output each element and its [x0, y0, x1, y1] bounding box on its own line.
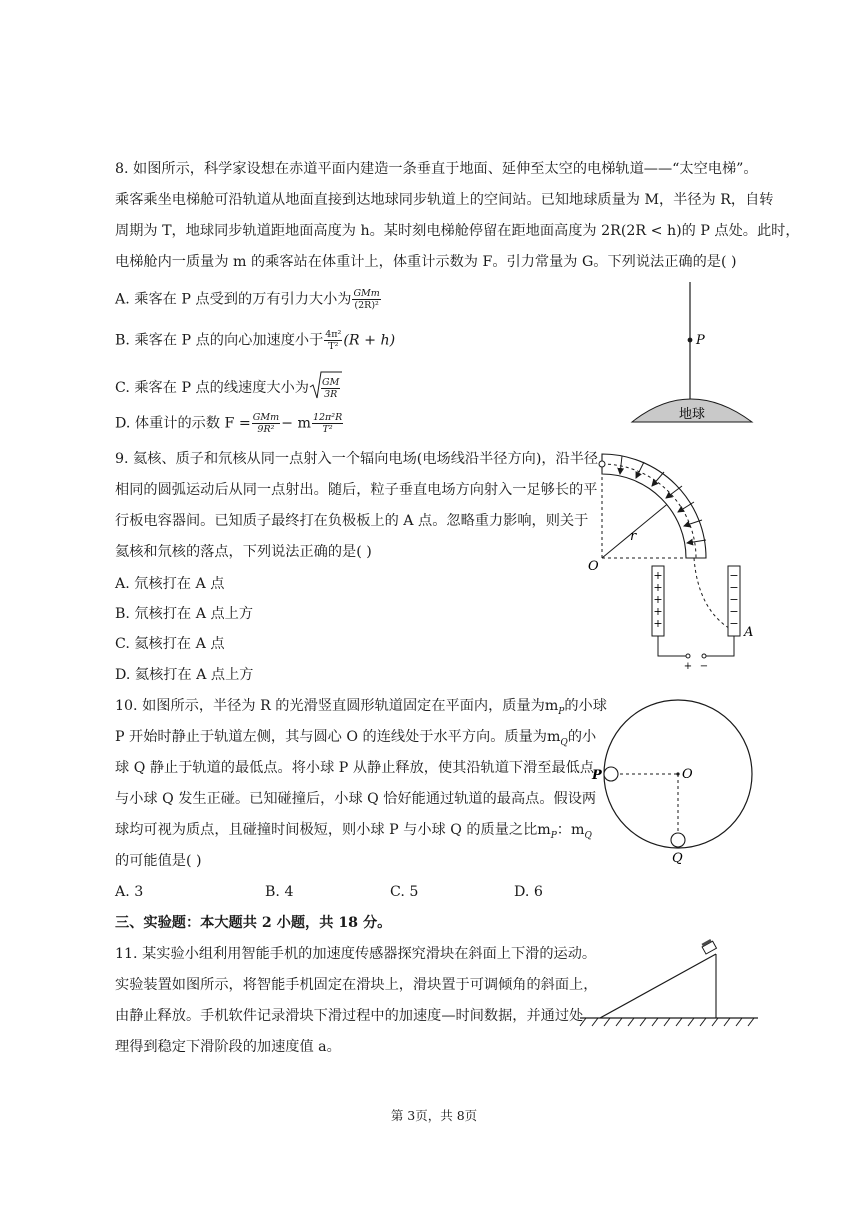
q8-space-elevator-figure: [630, 280, 762, 426]
q8-option-b: B. 乘客在 P 点的向心加速度小于 $\frac{\text{4π²}}{\text{T²}}$ (R + h): [115, 329, 396, 352]
svg-text:+: +: [653, 605, 663, 618]
svg-text:−: −: [729, 605, 739, 618]
q10-line-2: P 开始时静止于轨道左侧，其与圆心 O 的连线处于水平方向。质量为$m_Q$的小: [115, 729, 597, 748]
capacitor-trajectory: [694, 558, 732, 630]
wire-right: [706, 636, 734, 656]
terminal-negative: [702, 654, 706, 658]
slider-with-phone: [701, 939, 717, 954]
positive-signs: [653, 569, 662, 630]
svg-text:+: +: [653, 593, 663, 606]
page-footer: 第 3页，共 8页: [390, 1108, 478, 1123]
svg-text:+: +: [653, 617, 663, 630]
q9-line-1: 9. 氦核、质子和氘核从同一点射入一个辐向电场(电场线沿半径方向)，沿半径: [115, 451, 599, 467]
q11-line-4: 理得到稳定下滑阶段的加速度值 a。: [115, 1039, 341, 1055]
svg-text:+: +: [653, 581, 663, 594]
svg-text:−: −: [729, 617, 739, 630]
negative-signs: [729, 569, 738, 630]
q10-option-b: B. 4: [265, 884, 294, 900]
q9-option-c: C. 氦核打在 A 点: [115, 636, 225, 652]
q10-option-c: C. 5: [390, 884, 419, 900]
q10-option-d: D. 6: [514, 884, 543, 900]
svg-text:−: −: [729, 581, 739, 594]
label-a: A: [744, 625, 754, 640]
q11-line-2: 实验装置如图所示，将智能手机固定在滑块上，滑块置于可调倾角的斜面上，: [115, 977, 598, 993]
label-o: O: [588, 559, 599, 574]
q11-incline-figure: [576, 936, 762, 1032]
svg-text:+: +: [653, 569, 663, 582]
terminal-plus-label: +: [683, 661, 693, 670]
q10-line-4: 与小球 Q 发生正碰。已知碰撞后，小球 Q 恰好能通过轨道的最高点。假设两: [115, 791, 597, 807]
label-earth: 地球: [678, 407, 706, 422]
q9-option-d: D. 氦核打在 A 点上方: [115, 667, 254, 683]
q10-line-3: 球 Q 静止于轨道的最低点。将小球 P 从静止释放，使其沿轨道下滑至最低点: [115, 760, 595, 776]
q10-circular-track-figure: [590, 690, 760, 866]
q8-line-4: 电梯舱内一质量为 m 的乘客站在体重计上，体重计示数为 F。引力常量为 G。下列说法正确的是( ): [115, 254, 737, 270]
q11-line-3: 由静止释放。手机软件记录滑块下滑过程中的加速度—时间数据，并通过处: [115, 1008, 584, 1024]
svg-text:−: −: [729, 593, 739, 606]
q8-line-1: 8. 如图所示，科学家设想在赤道平面内建造一条垂直于地面、延伸至太空的电梯轨道——“太空电梯”。: [115, 161, 758, 177]
section-3-heading: 三、实验题：本大题共 2 小题，共 18 分。: [115, 915, 392, 931]
label-r: r: [630, 529, 637, 544]
q9-option-a: A. 氘核打在 A 点: [115, 576, 225, 592]
label-p: P: [696, 333, 705, 348]
svg-text:−: −: [729, 569, 739, 582]
q10-line-6: 的可能值是( ): [115, 853, 202, 869]
q9-line-4: 氦核和氘核的落点，下列说法正确的是( ): [115, 544, 372, 560]
center-o-marker: [676, 772, 679, 775]
wire-left: [658, 636, 686, 656]
q10-option-a: A. 3: [115, 884, 144, 900]
q9-option-b: B. 氘核打在 A 点上方: [115, 606, 254, 622]
label-q: Q: [672, 851, 683, 866]
point-p-marker: [688, 338, 693, 343]
label-p: P: [592, 768, 602, 783]
q9-line-2: 相同的圆弧运动后从同一点射出。随后，粒子垂直电场方向射入一足够长的平: [115, 482, 598, 498]
ground-hatching: [580, 1018, 754, 1026]
q9-line-3: 行板电容器间。已知质子最终打在负极板上的 A 点。忽略重力影响，则关于: [115, 513, 589, 529]
terminal-minus-label: −: [699, 661, 709, 670]
ball-q: [671, 833, 685, 847]
q9-radial-field-figure: [586, 440, 762, 670]
incline-surface: [600, 954, 716, 1018]
q8-line-2: 乘客乘坐电梯舱可沿轨道从地面直接到达地球同步轨道上的空间站。已知地球质量为 M，半径为 R，自转: [115, 192, 774, 208]
q10-line-5: 球均可视为质点，且碰撞时间极短，则小球 P 与小球 Q 的质量之比$m_P$：$m_Q$: [115, 822, 592, 841]
q10-line-1: 10. 如图所示，半径为 R 的光滑竖直圆形轨道固定在平面内，质量为$m_P$的小球: [115, 698, 607, 717]
ball-p: [604, 767, 618, 781]
q11-line-1: 11. 某实验小组利用智能手机的加速度传感器探究滑块在斜面上下滑的运动。: [115, 946, 597, 962]
terminal-positive: [686, 654, 690, 658]
q8-option-c: C. 乘客在 P 点的线速度大小为 $\frac{GM}{3R}$: [115, 370, 341, 406]
q8-option-a: A. 乘客在 P 点受到的万有引力大小为 $\frac{\text{GMm}}{\text{(2R)²}}$: [115, 288, 380, 311]
q8-line-3: 周期为 T，地球同步轨道距地面高度为 h。某时刻电梯舱停留在距地面高度为 2R(2R < h)的 P 点处。此时，: [115, 223, 800, 239]
q8-option-d: D. 体重计的示数 F = $\frac{\text{GMm}}{\text{9R²}}$ − m $\frac{\text{12π²R}}{\text{T²}}$: [115, 412, 343, 435]
particle-marker: [599, 461, 605, 467]
label-o: O: [682, 767, 693, 782]
